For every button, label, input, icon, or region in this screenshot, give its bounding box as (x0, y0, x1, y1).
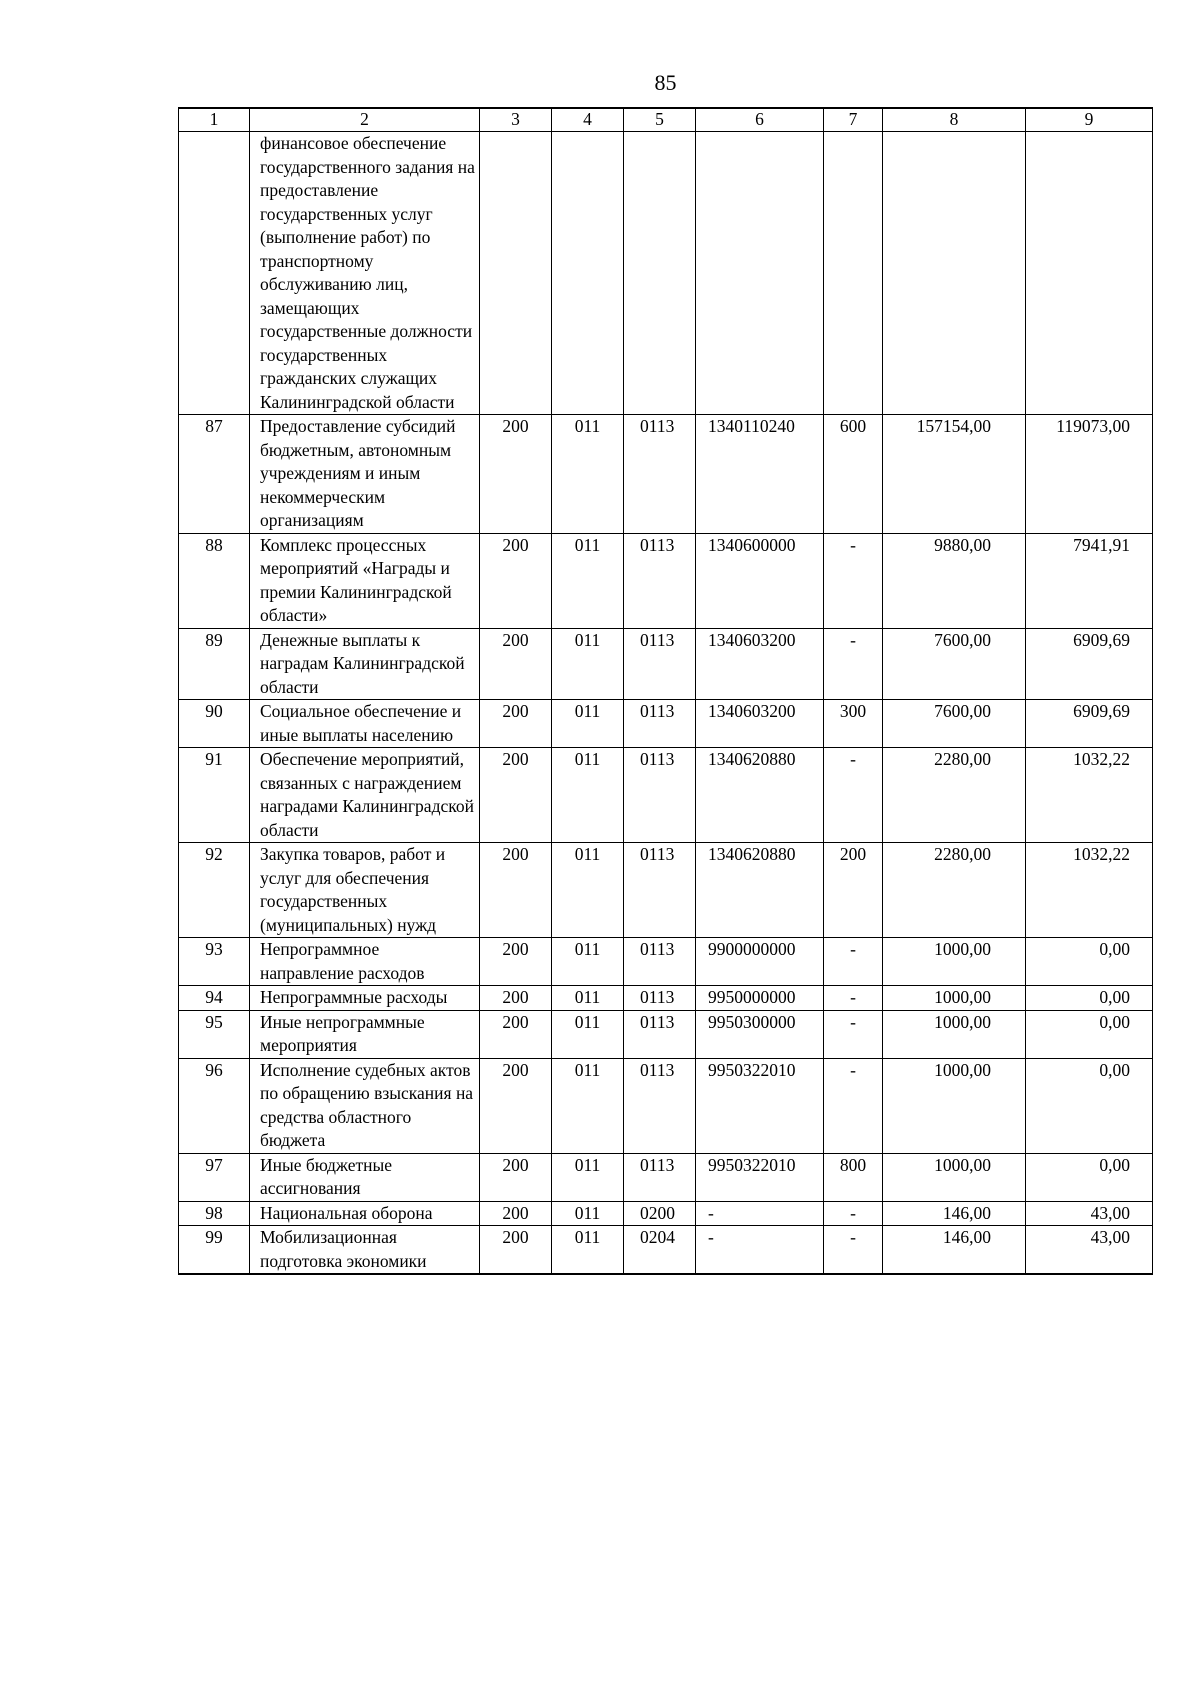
table-header (179, 108, 1153, 132)
code-cell: 011 (552, 1153, 624, 1201)
code-cell: 011 (552, 1226, 624, 1274)
code-cell: 200 (480, 1226, 552, 1274)
row-number-cell: 98 (179, 1201, 250, 1226)
amount-cell: 2280,00 (883, 748, 1026, 843)
row-number-cell: 93 (179, 938, 250, 986)
row-number-cell (179, 132, 250, 415)
row-number-cell: 88 (179, 533, 250, 628)
code-cell: 600 (824, 415, 883, 534)
amount-cell (883, 132, 1026, 415)
table-row (179, 748, 1153, 843)
item-name-cell (250, 1274, 480, 1275)
row-number-cell: 97 (179, 1153, 250, 1201)
table-row (179, 415, 1153, 534)
code-cell: 200 (480, 628, 552, 700)
item-name-cell: Обеспечение мероприятий, связанных с награждением наградами Калининградской области (250, 748, 480, 843)
code-cell: 200 (480, 415, 552, 534)
row-number-cell: 91 (179, 748, 250, 843)
amount-cell: 6909,69 (1026, 700, 1153, 748)
amount-cell: 9880,00 (883, 533, 1026, 628)
column-number-3: 3 (480, 108, 552, 132)
header-row (179, 108, 1153, 132)
row-number-cell: 99 (179, 1226, 250, 1274)
code-cell: 0113 (624, 843, 696, 938)
budget-table (178, 107, 1153, 1275)
amount-cell: 2280,00 (883, 843, 1026, 938)
code-cell (552, 1274, 624, 1275)
code-cell: 200 (480, 533, 552, 628)
code-cell: 200 (480, 1010, 552, 1058)
table-row (179, 1226, 1153, 1274)
code-cell: - (824, 1058, 883, 1153)
code-cell: 200 (480, 1153, 552, 1201)
table-row (179, 1010, 1153, 1058)
table-row (179, 1201, 1153, 1226)
code-cell: 011 (552, 415, 624, 534)
row-number-cell: 92 (179, 843, 250, 938)
code-cell: 200 (480, 1058, 552, 1153)
amount-cell: 1000,00 (883, 1153, 1026, 1201)
code-cell: 800 (824, 1153, 883, 1201)
code-cell: 200 (480, 700, 552, 748)
table-row (179, 132, 1153, 415)
code-cell: 011 (552, 986, 624, 1011)
item-name-cell: финансовое обеспечение государственного задания на предоставление государственных услуг (выполнение работ) по транспортному обслуживанию лиц, замещающих государственные должности государственных гражданских служащих Калининградской области (250, 132, 480, 415)
code-cell: 011 (552, 748, 624, 843)
table-row (179, 1153, 1153, 1201)
code-cell: - (824, 748, 883, 843)
column-number-2: 2 (250, 108, 480, 132)
item-name-cell: Мобилизационная подготовка экономики (250, 1226, 480, 1274)
code-cell: 011 (552, 1058, 624, 1153)
item-name-cell: Исполнение судебных актов по обращению взыскания на средства областного бюджета (250, 1058, 480, 1153)
code-cell: 300 (824, 700, 883, 748)
amount-cell: 0,00 (1026, 1153, 1153, 1201)
table-row (179, 986, 1153, 1011)
code-cell (480, 1274, 552, 1275)
code-cell: 011 (552, 533, 624, 628)
code-cell: 0113 (624, 1058, 696, 1153)
row-number-cell: 87 (179, 415, 250, 534)
code-cell: - (824, 938, 883, 986)
row-number-cell: 90 (179, 700, 250, 748)
amount-cell: 6909,69 (1026, 628, 1153, 700)
column-number-6: 6 (696, 108, 824, 132)
table-row (179, 533, 1153, 628)
code-cell: 200 (480, 986, 552, 1011)
row-number-cell: 89 (179, 628, 250, 700)
amount-cell: 1000,00 (883, 1010, 1026, 1058)
code-cell (696, 132, 824, 415)
code-cell (824, 1274, 883, 1275)
item-name-cell: Иные непрограммные мероприятия (250, 1010, 480, 1058)
code-cell: 200 (824, 843, 883, 938)
amount-cell: 1000,00 (883, 1058, 1026, 1153)
amount-cell (1026, 132, 1153, 415)
item-name-cell: Закупка товаров, работ и услуг для обеспечения государственных (муниципальных) нужд (250, 843, 480, 938)
item-name-cell: Непрограммные расходы (250, 986, 480, 1011)
table-body (179, 132, 1153, 1275)
code-cell (624, 132, 696, 415)
code-cell (696, 1274, 824, 1275)
code-cell: 0113 (624, 748, 696, 843)
code-cell (624, 1274, 696, 1275)
code-cell: 0113 (624, 533, 696, 628)
code-cell: 1340620880 (696, 748, 824, 843)
table-row (179, 843, 1153, 938)
amount-cell: 119073,00 (1026, 415, 1153, 534)
code-cell: 9950322010 (696, 1153, 824, 1201)
item-name-cell: Национальная оборона (250, 1201, 480, 1226)
amount-cell: 146,00 (883, 1226, 1026, 1274)
amount-cell: 7941,91 (1026, 533, 1153, 628)
code-cell: - (824, 1226, 883, 1274)
code-cell: 200 (480, 1201, 552, 1226)
column-number-5: 5 (624, 108, 696, 132)
code-cell: 9900000000 (696, 938, 824, 986)
amount-cell (883, 1274, 1026, 1275)
table-row (179, 1058, 1153, 1153)
column-number-7: 7 (824, 108, 883, 132)
amount-cell: 0,00 (1026, 1058, 1153, 1153)
amount-cell: 7600,00 (883, 628, 1026, 700)
code-cell: 200 (480, 938, 552, 986)
amount-cell: 43,00 (1026, 1201, 1153, 1226)
amount-cell: 1000,00 (883, 986, 1026, 1011)
amount-cell: 1032,22 (1026, 748, 1153, 843)
code-cell: 0113 (624, 1010, 696, 1058)
code-cell: 200 (480, 748, 552, 843)
code-cell: 1340603200 (696, 700, 824, 748)
table-row (179, 628, 1153, 700)
code-cell: 011 (552, 843, 624, 938)
amount-cell: 157154,00 (883, 415, 1026, 534)
item-name-cell: Социальное обеспечение и иные выплаты населению (250, 700, 480, 748)
item-name-cell: Денежные выплаты к наградам Калининградской области (250, 628, 480, 700)
item-name-cell: Предоставление субсидий бюджетным, автономным учреждениям и иным некоммерческим организациям (250, 415, 480, 534)
code-cell: 011 (552, 1201, 624, 1226)
code-cell: - (824, 986, 883, 1011)
code-cell: 9950300000 (696, 1010, 824, 1058)
column-number-1: 1 (179, 108, 250, 132)
amount-cell: 1032,22 (1026, 843, 1153, 938)
amount-cell: 43,00 (1026, 1226, 1153, 1274)
code-cell: - (824, 533, 883, 628)
column-number-9: 9 (1026, 108, 1153, 132)
code-cell: 011 (552, 938, 624, 986)
item-name-cell: Комплекс процессных мероприятий «Награды и премии Калининградской области» (250, 533, 480, 628)
code-cell: 9950322010 (696, 1058, 824, 1153)
amount-cell: 146,00 (883, 1201, 1026, 1226)
column-number-8: 8 (883, 108, 1026, 132)
code-cell: - (824, 1010, 883, 1058)
code-cell: 1340620880 (696, 843, 824, 938)
code-cell: - (824, 628, 883, 700)
column-number-4: 4 (552, 108, 624, 132)
amount-cell: 1000,00 (883, 938, 1026, 986)
code-cell: 0113 (624, 1153, 696, 1201)
code-cell: 200 (480, 843, 552, 938)
code-cell: 1340600000 (696, 533, 824, 628)
code-cell (824, 132, 883, 415)
code-cell: 011 (552, 700, 624, 748)
row-number-cell: 94 (179, 986, 250, 1011)
code-cell: 0113 (624, 415, 696, 534)
code-cell: - (824, 1201, 883, 1226)
code-cell: 1340110240 (696, 415, 824, 534)
code-cell: 0204 (624, 1226, 696, 1274)
row-number-cell: 95 (179, 1010, 250, 1058)
table-row (179, 938, 1153, 986)
code-cell: 0113 (624, 938, 696, 986)
code-cell: 1340603200 (696, 628, 824, 700)
amount-cell: 0,00 (1026, 986, 1153, 1011)
table-row (179, 1274, 1153, 1275)
code-cell: - (696, 1201, 824, 1226)
amount-cell: 0,00 (1026, 938, 1153, 986)
row-number-cell: 96 (179, 1058, 250, 1153)
code-cell: 011 (552, 628, 624, 700)
code-cell: 0113 (624, 700, 696, 748)
code-cell: 9950000000 (696, 986, 824, 1011)
code-cell (552, 132, 624, 415)
code-cell: 0113 (624, 628, 696, 700)
page-number: 85 (654, 70, 677, 95)
code-cell: - (696, 1226, 824, 1274)
code-cell: 0113 (624, 986, 696, 1011)
amount-cell: 0,00 (1026, 1010, 1153, 1058)
item-name-cell: Непрограммное направление расходов (250, 938, 480, 986)
amount-cell: 7600,00 (883, 700, 1026, 748)
code-cell: 0200 (624, 1201, 696, 1226)
code-cell (480, 132, 552, 415)
code-cell: 011 (552, 1010, 624, 1058)
row-number-cell (179, 1274, 250, 1275)
item-name-cell: Иные бюджетные ассигнования (250, 1153, 480, 1201)
table-row (179, 700, 1153, 748)
amount-cell (1026, 1274, 1153, 1275)
